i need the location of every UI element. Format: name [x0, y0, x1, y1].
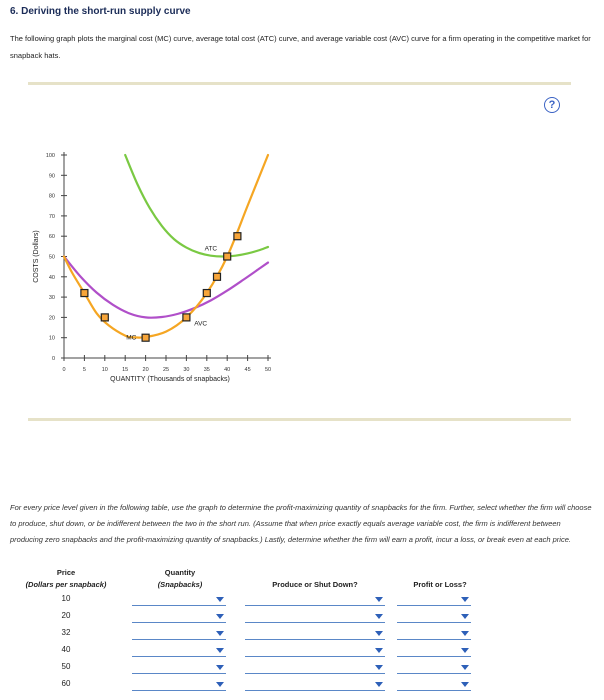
- x-tick-label: 45: [244, 367, 251, 373]
- chevron-down-icon: [461, 614, 469, 619]
- dropdown-underline: [245, 639, 385, 640]
- quantity-dropdown[interactable]: [132, 612, 226, 623]
- price-value: 10: [61, 594, 71, 603]
- price-subheader: (Dollars per snapback): [25, 580, 107, 589]
- produce-dropdown[interactable]: [245, 629, 385, 640]
- chevron-down-icon: [461, 597, 469, 602]
- mc-point-marker: [142, 334, 149, 341]
- mc-point-marker: [81, 290, 88, 297]
- dropdown-underline: [397, 673, 471, 674]
- profit-dropdown[interactable]: [397, 680, 471, 691]
- dropdown-underline: [245, 622, 385, 623]
- x-tick-label: 0: [62, 367, 66, 373]
- section-title: 6. Deriving the short-run supply curve: [10, 6, 191, 17]
- chevron-down-icon: [461, 648, 469, 653]
- produce-dropdown[interactable]: [245, 612, 385, 623]
- produce-header: Produce or Shut Down?: [272, 580, 358, 589]
- dropdown-underline: [245, 656, 385, 657]
- y-tick-label: 90: [48, 173, 55, 180]
- produce-dropdown[interactable]: [245, 680, 385, 691]
- y-tick-label: 10: [48, 335, 55, 342]
- dropdown-underline: [245, 690, 385, 691]
- dropdown-underline: [132, 673, 226, 674]
- dropdown-underline: [397, 690, 471, 691]
- price-value: 32: [61, 628, 71, 637]
- bottom-divider: [28, 418, 571, 421]
- profit-dropdown[interactable]: [397, 612, 471, 623]
- chevron-down-icon: [216, 631, 224, 636]
- dropdown-underline: [397, 605, 471, 606]
- profit-dropdown[interactable]: [397, 646, 471, 657]
- y-tick-label: 50: [48, 254, 55, 261]
- y-tick-label: 100: [45, 153, 55, 159]
- x-tick-label: 20: [142, 367, 149, 373]
- y-tick-label: 80: [48, 193, 55, 200]
- price-value: 60: [61, 679, 71, 688]
- chevron-down-icon: [216, 648, 224, 653]
- chevron-down-icon: [375, 682, 383, 687]
- chevron-down-icon: [216, 614, 224, 619]
- dropdown-underline: [397, 622, 471, 623]
- dropdown-underline: [132, 605, 226, 606]
- mc-point-marker: [224, 253, 231, 260]
- quantity-dropdown[interactable]: [132, 663, 226, 674]
- chevron-down-icon: [375, 597, 383, 602]
- mc-point-marker: [214, 273, 221, 280]
- price-header: Price: [56, 568, 76, 577]
- help-icon[interactable]: ?: [544, 97, 560, 113]
- x-tick-label: 10: [101, 367, 108, 373]
- y-tick-label: 70: [48, 213, 55, 220]
- x-tick-label: 5: [82, 367, 86, 373]
- profit-dropdown[interactable]: [397, 629, 471, 640]
- dropdown-underline: [397, 656, 471, 657]
- x-tick-label: 15: [122, 367, 129, 373]
- chevron-down-icon: [216, 682, 224, 687]
- mc-point-marker: [183, 314, 190, 321]
- mc-point-marker: [234, 233, 241, 240]
- quantity-dropdown[interactable]: [132, 595, 226, 606]
- x-tick-label: 30: [183, 367, 190, 373]
- chevron-down-icon: [461, 665, 469, 670]
- quantity-subheader: (Snapbacks): [157, 580, 203, 589]
- dropdown-underline: [397, 639, 471, 640]
- dropdown-underline: [132, 639, 226, 640]
- dropdown-underline: [245, 605, 385, 606]
- price-value: 20: [61, 611, 71, 620]
- produce-dropdown[interactable]: [245, 663, 385, 674]
- y-tick-label: 20: [48, 315, 55, 322]
- mc-point-marker: [101, 314, 108, 321]
- chevron-down-icon: [461, 682, 469, 687]
- price-value: 50: [61, 662, 71, 671]
- x-tick-label: 40: [224, 367, 231, 373]
- chevron-down-icon: [375, 665, 383, 670]
- dropdown-underline: [132, 656, 226, 657]
- dropdown-underline: [132, 622, 226, 623]
- y-tick-label: 60: [48, 234, 55, 241]
- curve-label: AVC: [194, 320, 208, 328]
- y-axis-label: COSTS (Dollars): [33, 230, 40, 283]
- y-tick-label: 0: [51, 356, 55, 362]
- price-value: 40: [61, 645, 71, 654]
- dropdown-underline: [245, 673, 385, 674]
- curve-label: MC: [126, 334, 137, 342]
- profit-header: Profit or Loss?: [413, 580, 467, 589]
- chevron-down-icon: [375, 631, 383, 636]
- quantity-dropdown[interactable]: [132, 629, 226, 640]
- chevron-down-icon: [461, 631, 469, 636]
- y-tick-label: 40: [48, 274, 55, 281]
- quantity-header: Quantity: [164, 568, 196, 577]
- intro-text: The following graph plots the marginal cost (MC) curve, average total cost (ATC) curve, and average variable cost (AVC) curve for a firm operating in the competitive market for snapback hats.: [10, 34, 591, 60]
- curve-label: ATC: [204, 245, 218, 253]
- chevron-down-icon: [375, 648, 383, 653]
- dropdown-underline: [132, 690, 226, 691]
- x-axis-label: QUANTITY (Thousands of snapbacks): [110, 376, 230, 383]
- chevron-down-icon: [375, 614, 383, 619]
- mc-curve: [64, 155, 268, 338]
- chevron-down-icon: [216, 665, 224, 670]
- y-tick-label: 30: [48, 295, 55, 302]
- profit-dropdown[interactable]: [397, 663, 471, 674]
- mc-point-marker: [203, 290, 210, 297]
- profit-dropdown[interactable]: [397, 595, 471, 606]
- produce-dropdown[interactable]: [245, 595, 385, 606]
- x-tick-label: 50: [264, 367, 272, 373]
- quantity-dropdown[interactable]: [132, 646, 226, 657]
- produce-dropdown[interactable]: [245, 646, 385, 657]
- quantity-dropdown[interactable]: [132, 680, 226, 691]
- instructions-text: For every price level given in the following table, use the graph to determine the profit-maximizing quantity of snapbacks for the firm. Further, select whether the firm will choose to produce, shut down, or be indifferent between the two in the short run. (Assume that when price exactly equals average variable cost, the firm is indifferent between producing zero snapbacks and the profit-maximizing quantity of snapbacks.) Lastly, determine whether the firm will earn a profit, incur a loss, or break even at each price.: [10, 503, 592, 544]
- x-tick-label: 25: [162, 367, 170, 373]
- chevron-down-icon: [216, 597, 224, 602]
- x-tick-label: 35: [203, 367, 210, 373]
